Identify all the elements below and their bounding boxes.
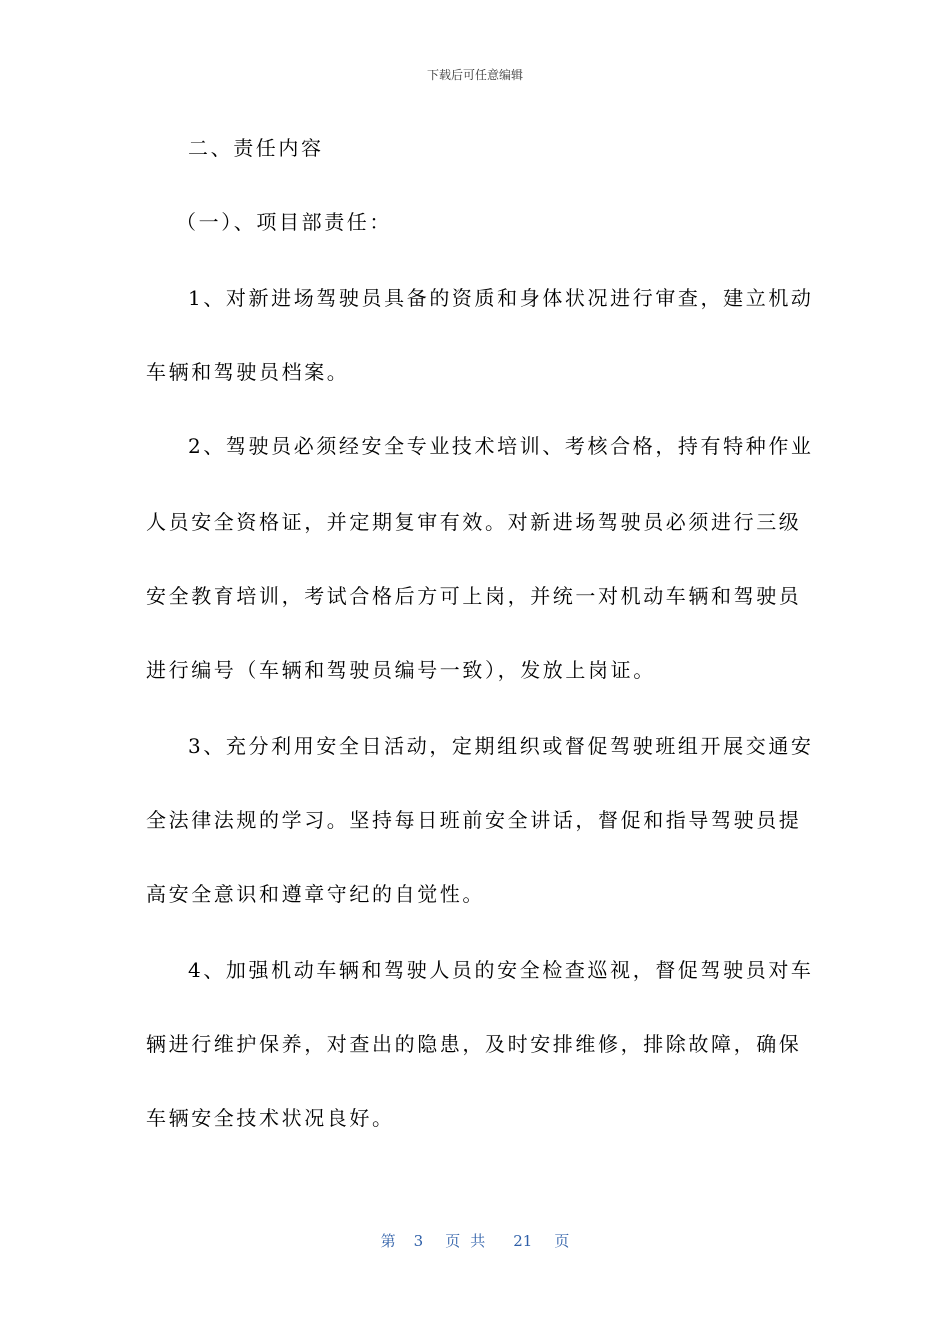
- page-footer: [0, 1230, 950, 1251]
- paragraph-line: 人员安全资格证，并定期复审有效。对新进场驾驶员必须进行三级: [146, 510, 802, 534]
- paragraph-line: 高安全意识和遵章守纪的自觉性。: [146, 882, 485, 906]
- paragraph-line: 车辆安全技术状况良好。: [146, 1106, 395, 1130]
- paragraph-line: 辆进行维护保养，对查出的隐患，及时安排维修，排除故障，确保: [146, 1032, 802, 1056]
- paragraph-line: 2、驾驶员必须经安全专业技术培训、考核合格，持有特种作业: [188, 434, 814, 458]
- page-mid: 页共: [445, 1232, 496, 1250]
- section-title: 二、责任内容: [188, 136, 324, 160]
- page-current: 3: [413, 1232, 424, 1250]
- paragraph-line: 1、对新进场驾驶员具备的资质和身体状况进行审查，建立机动: [188, 286, 814, 310]
- paragraph-line: 车辆和驾驶员档案。: [146, 360, 350, 384]
- subsection-title: （一）、项目部责任：: [176, 210, 392, 234]
- page-total: 21: [513, 1232, 533, 1250]
- paragraph-line: 安全教育培训，考试合格后方可上岗，并统一对机动车辆和驾驶员: [146, 584, 802, 608]
- paragraph-line: 进行编号（车辆和驾驶员编号一致），发放上岗证。: [146, 658, 656, 682]
- page-suffix: 页: [554, 1232, 570, 1250]
- paragraph-line: 4、加强机动车辆和驾驶人员的安全检查巡视，督促驾驶员对车: [188, 958, 814, 982]
- paragraph-line: 3、充分利用安全日活动，定期组织或督促驾驶班组开展交通安: [188, 734, 814, 758]
- header-note: 下载后可任意编辑: [426, 68, 523, 82]
- paragraph-line: 全法律法规的学习。坚持每日班前安全讲话，督促和指导驾驶员提: [146, 808, 802, 832]
- page-prefix: 第: [380, 1232, 396, 1250]
